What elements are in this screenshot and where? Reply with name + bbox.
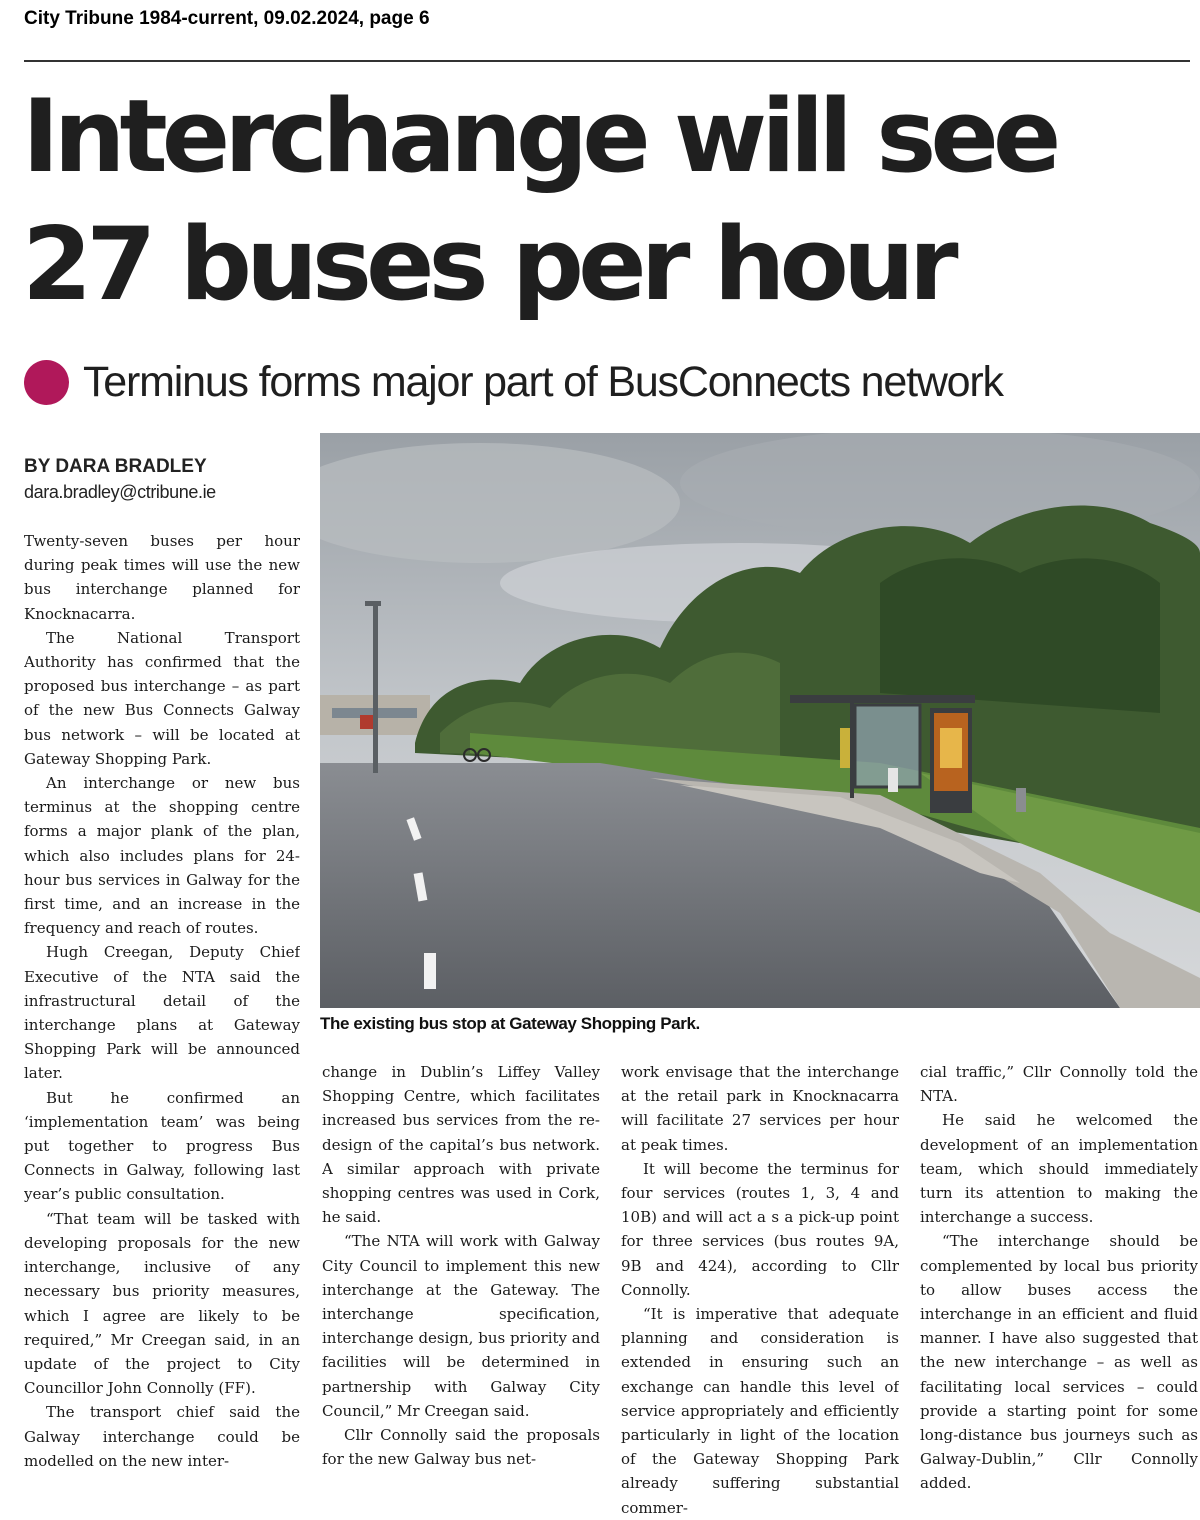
column-4 [920, 1060, 1198, 1520]
bullet-dot-icon [24, 360, 69, 405]
paragraph: change in Dublin’s Liffey Valley Shopping Centre, which facilitates increased bus services from the re-design of the capital’s bus network. A similar approach with private shopping centres was used in Cork, he said. [322, 1063, 600, 1227]
headline: Interchange will see 27 buses per hour [22, 77, 1056, 323]
paragraph: cial traffic,” Cllr Connolly told the NTA. [920, 1063, 1198, 1106]
paragraph: He said he welcomed the development of an implementation team, which should immediately turn its attention to making the interchange a success. [920, 1111, 1198, 1227]
paragraph: “The NTA will work with Galway City Council to implement this new interchange at the Gateway. The interchange specification, interchange design, bus priority and facilities will be determined in partnership with Galway City Council,” Mr Creegan said. [322, 1232, 600, 1420]
street-lamp [373, 603, 378, 773]
standfirst-text: Terminus forms major part of BusConnects network [83, 357, 1003, 406]
column-2 [322, 1060, 600, 1520]
paragraph: The National Transport Authority has confirmed that the proposed bus interchange – as part of the new Bus Connects Galway bus network – will be located at Gateway Shopping Park. [24, 628, 300, 768]
paragraph: “The interchange should be complemented by local bus priority to allow buses access the interchange in an efficient and fluid manner. I have also suggested that the new interchange – as well as facilitating local services – could provide a starting point for some long-distance bus journeys such as Galway-Dublin,” Cllr Connolly added. [920, 1232, 1198, 1493]
standfirst [24, 354, 1003, 410]
photo-caption: The existing bus stop at Gateway Shopping Park. [320, 1014, 700, 1033]
paragraph: It will become the terminus for four services (routes 1, 3, 4 and 10B) and will act a s a pick-up point for three services (bus routes 9A, 9B and 424), according to Cllr Connolly. [621, 1159, 899, 1299]
byline: BY DARA BRADLEY [24, 456, 207, 477]
paragraph: But he confirmed an ‘implementation team’ was being put together to progress Bus Connects in Galway, following last year’s public consultation. [24, 1088, 300, 1204]
source-line: City Tribune 1984-current, 09.02.2024, page 6 [24, 8, 430, 29]
paragraph: Twenty-seven buses per hour during peak times will use the new bus interchange planned for Knocknacarra. [24, 532, 300, 623]
author-email: dara.bradley@ctribune.ie [24, 482, 216, 502]
paragraph: An interchange or new bus terminus at the shopping centre forms a major plank of the plan, which also includes plans for 24-hour bus services in Galway for the first time, and an increase in the frequency and reach of routes. [24, 774, 300, 938]
paragraph: “That team will be tasked with developing proposals for the new interchange, inclusive of any necessary bus priority measures, which I agree are likely to be required,” Mr Creegan said, in an update of the project to City Councillor John Connolly (FF). [24, 1209, 300, 1398]
column-3 [621, 1060, 899, 1520]
column-1 [24, 529, 300, 1520]
paragraph: “It is imperative that adequate planning and consideration is extended in ensuring such an exchange can handle this level of service appropriately and efficiently particularly in light of the location of the Gateway Shopping Park already suffering substantial commer- [621, 1305, 899, 1517]
paragraph: The transport chief said the Galway interchange could be modelled on the new inter- [24, 1403, 300, 1470]
header-rule [24, 60, 1190, 62]
paragraph: Hugh Creegan, Deputy Chief Executive of the NTA said the infrastructural detail of the interchange plans at Gateway Shopping Park will be announced later. [24, 943, 300, 1083]
bus-stop-photo [320, 433, 1200, 1008]
paragraph: Cllr Connolly said the proposals for the new Galway bus net- [322, 1426, 600, 1469]
paragraph: work envisage that the interchange at the retail park in Knocknacarra will facilitate 27 services per hour at peak times. [621, 1063, 899, 1154]
